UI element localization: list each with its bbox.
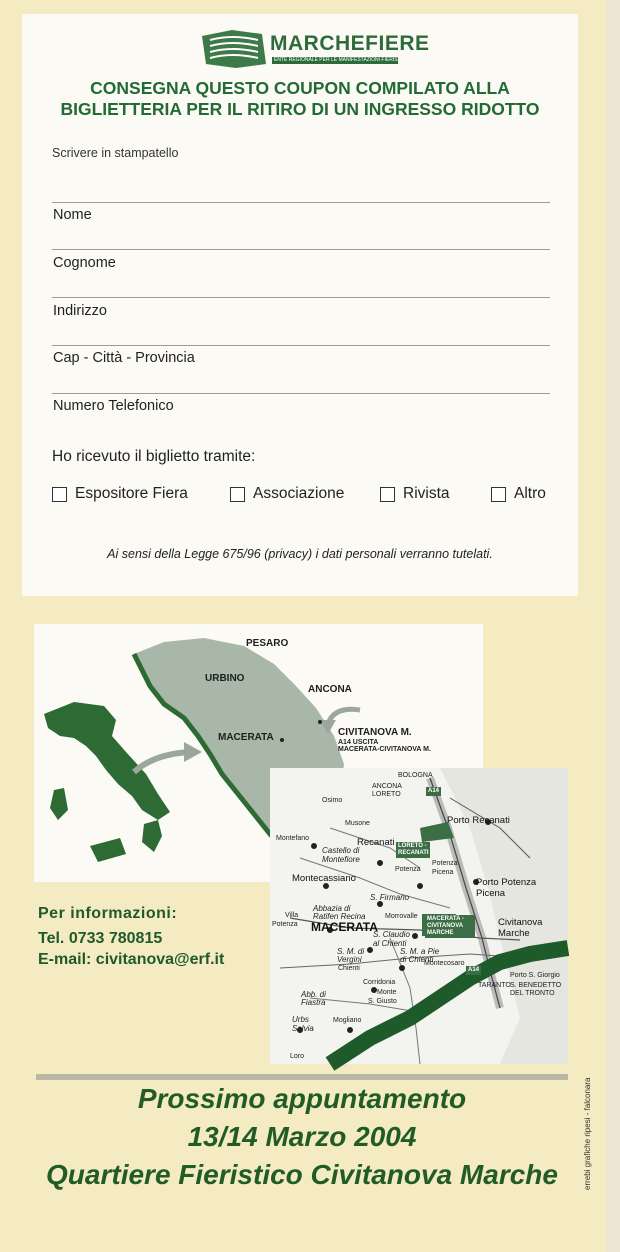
map-label-urbino: URBINO — [205, 673, 245, 684]
logo-brand-left: MARCHE — [270, 32, 366, 55]
dm-loreto-recanati: LORETO - RECANATI — [398, 843, 429, 856]
dm-s-m-pie: S. M. a Pie — [400, 947, 440, 956]
info-email: E-mail: civitanova@erf.it — [38, 951, 225, 968]
dm-porto-potenza-2: Picena — [476, 888, 506, 899]
checkbox-rivista[interactable] — [380, 487, 395, 502]
info-title: Per informazioni: — [38, 905, 178, 922]
dm-rambona: Ratifen Recina — [313, 912, 366, 921]
dm-urbs: Urbs — [292, 1015, 309, 1024]
divider-bar — [36, 1074, 568, 1080]
dm-abbazia: Abbazia di — [313, 904, 351, 913]
info-telephone: Tel. 0733 780815 — [38, 930, 163, 947]
coupon-headline — [40, 78, 560, 120]
option-altro-label: Altro — [514, 485, 546, 502]
printer-credit: errebi grafiche ripesi - falconara — [583, 1077, 592, 1190]
dm-civitanova: Civitanova — [498, 917, 543, 928]
map-label-pesaro: PESARO — [246, 638, 289, 649]
dm-al-chienti: al Chienti — [373, 939, 407, 948]
dm-villa: Villa — [285, 912, 299, 919]
dm-ancona: ANCONA — [372, 783, 402, 790]
dm-s-giusto: S. Giusto — [368, 998, 397, 1005]
dm-macerata-civitanova: MACERATA - CIVITANOVA MARCHE — [425, 915, 475, 938]
dm-loro: Loro — [290, 1053, 305, 1060]
next-event-date: 13/14 Marzo 2004 — [187, 1121, 417, 1152]
field-label-nome: Nome — [53, 207, 92, 223]
dm-fiastra: Fiastra — [301, 998, 326, 1007]
dm-potenza-river: Potenza — [395, 866, 421, 873]
dm-vergini: Vergini — [337, 955, 362, 964]
logo-brand-right: FIERE — [365, 32, 430, 55]
checkbox-espositore[interactable] — [52, 487, 67, 502]
headline-line-2: BIGLIETTERIA PER IL RITIRO DI UN INGRESSO RIDOTTO — [60, 99, 540, 119]
option-associazione-label: Associazione — [253, 485, 345, 502]
dm-a14-badge-2: A14 — [468, 967, 480, 973]
dm-recanati: Recanati — [357, 837, 395, 848]
ticket-source-question: Ho ricevuto il biglietto tramite: — [52, 448, 256, 465]
next-event-venue: Quartiere Fieristico Civitanova Marche — [46, 1159, 558, 1190]
print-hint: Scrivere in stampatello — [52, 146, 179, 160]
dm-s-firmano: S. Firmano — [370, 893, 410, 902]
field-line-top — [52, 202, 550, 203]
option-altro[interactable] — [491, 485, 546, 503]
dm-di-chienti: di Chienti — [400, 955, 434, 964]
field-cap-input[interactable] — [52, 393, 550, 394]
dm-abb-fiastra: Abb. di — [301, 990, 326, 999]
map-label-civitanova: CIVITANOVA M. — [338, 727, 412, 738]
logo-wordmark — [270, 32, 430, 56]
dm-morrovalle: Morrovalle — [385, 913, 418, 920]
dm-loreto: LORETO — [372, 791, 401, 798]
map-label-exit-2: MACERATA-CIVITANOVA M. — [338, 746, 431, 753]
logo-tagline: ENTE REGIONALE PER LE MANIFESTAZIONI FIERISTICHE — [274, 57, 413, 63]
field-label-cognome: Cognome — [53, 255, 116, 271]
field-indirizzo-input[interactable] — [52, 345, 550, 346]
field-label-indirizzo: Indirizzo — [53, 303, 107, 319]
option-rivista-label: Rivista — [403, 485, 450, 502]
dm-monte: Monte — [377, 989, 397, 996]
dm-montefano: Montefano — [276, 835, 310, 842]
field-cognome-input[interactable] — [52, 297, 550, 298]
dm-mogliano: Mogliano — [333, 1017, 362, 1024]
option-espositore[interactable] — [52, 485, 188, 503]
dm-porto-recanati: Porto Recanati — [447, 815, 510, 826]
dm-marche: Marche — [498, 928, 530, 939]
map-label-exit: A14 USCITA — [338, 739, 379, 746]
dm-potenza: Potenza — [432, 860, 458, 867]
dm-porto-potenza: Porto Potenza — [476, 877, 537, 888]
dm-a14-badge: A14 — [428, 788, 440, 794]
dm-castello: Castello di — [322, 846, 360, 855]
dm-musone: Musone — [345, 820, 370, 827]
dm-montecassiano: Montecassiano — [292, 873, 356, 884]
dm-picena: Picena — [432, 869, 454, 876]
dm-s-maria: S. M. di — [337, 947, 365, 956]
field-label-cap: Cap - Città - Provincia — [53, 350, 195, 366]
dm-corridonia: Corridonia — [363, 979, 396, 986]
dm-s-claudio: S. Claudio — [373, 930, 410, 939]
checkbox-associazione[interactable] — [230, 487, 245, 502]
headline-line-1: CONSEGNA QUESTO COUPON COMPILATO ALLA — [90, 78, 510, 98]
dm-s-benedetto: S. BENEDETTO — [510, 982, 562, 989]
page-edge — [606, 0, 620, 1252]
dm-taranto: TARANTO — [478, 982, 511, 989]
dm-salvia: Salvia — [292, 1024, 314, 1033]
field-label-telefono: Numero Telefonico — [53, 398, 174, 414]
dm-montefiore: Montefiore — [322, 855, 360, 864]
option-espositore-label: Espositore Fiera — [75, 485, 188, 502]
dm-bologna: BOLOGNA — [398, 772, 433, 779]
dm-montecosaro: Montecosaro — [424, 960, 465, 967]
privacy-note: Ai sensi della Legge 675/96 (privacy) i dati personali verranno tutelati. — [107, 547, 493, 561]
next-event-title: Prossimo appuntamento — [137, 1083, 467, 1114]
field-nome-input[interactable] — [52, 249, 550, 250]
map-label-ancona: ANCONA — [308, 684, 352, 695]
dm-chienti: Chienti — [338, 965, 360, 972]
dm-porto-s-giorgio: Porto S. Giorgio — [510, 972, 560, 979]
dm-potenza-2: Potenza — [272, 921, 298, 928]
map-label-macerata: MACERATA — [218, 732, 274, 743]
checkbox-altro[interactable] — [491, 487, 506, 502]
dm-osimo: Osimo — [322, 797, 343, 804]
dm-del-tronto: DEL TRONTO — [510, 990, 555, 997]
dm-macerata: MACERATA — [311, 920, 378, 934]
option-rivista[interactable] — [380, 485, 450, 503]
option-associazione[interactable] — [230, 485, 344, 503]
